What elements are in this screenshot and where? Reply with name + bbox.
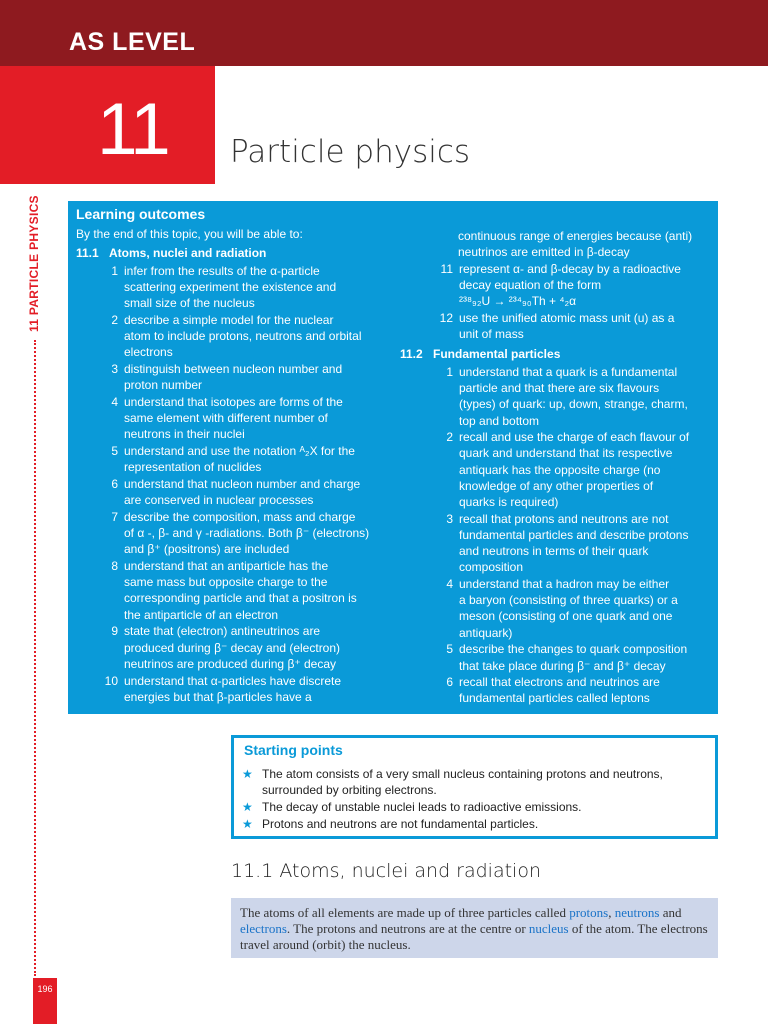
keyword-protons: protons [569, 905, 609, 920]
outcome-text-line: neutrinos are emitted in β-decay [458, 245, 630, 260]
outcome-text-line: neutrinos are produced during β⁺ decay [124, 656, 337, 671]
outcome-number: 7 [111, 510, 118, 524]
outcome-text-line: understand that a quark is a fundamental [459, 365, 678, 379]
outcome-text-line: describe a simple model for the nuclear [124, 313, 334, 328]
outcome-text-line: that take place during β⁻ and β⁺ decay [459, 658, 666, 673]
outcome-text-line: top and bottom [459, 413, 540, 428]
outcome-number: 12 [439, 311, 453, 326]
outcome-text-line: of α -, β- and γ -radiations. Both β⁻ (electrons) [124, 526, 370, 541]
outcome-text-line: unit of mass [459, 327, 524, 342]
outcome-text-line: quark and understand that its respective [459, 446, 673, 461]
outcome-text-line: (types) of quark: up, down, strange, charm, [459, 397, 688, 412]
outcome-text-line: a baryon (consisting of three quarks) or a [459, 593, 678, 608]
definition-box [231, 898, 718, 958]
definition-text: . The protons and neutrons are at the centre or [286, 921, 529, 936]
section-heading-11-1 [76, 246, 266, 260]
outcome-text-line: corresponding particle and that a positron is [124, 591, 357, 606]
outcome-text-line: understand and use the notation ᴬ₂X for the [124, 444, 355, 459]
outcome-text-line: scattering experiment the existence and [124, 280, 337, 295]
outcome-text-line: antiquark has the opposite charge (no [459, 462, 661, 477]
outcome-number: 10 [104, 673, 118, 688]
outcome-text-line: electrons [124, 345, 173, 360]
definition-text: The atoms of all elements are made up of three particles called [240, 905, 570, 920]
section-heading-11-2 [400, 347, 560, 361]
outcome-text-line: knowledge of any other properties of [459, 478, 654, 493]
outcome-text-line: and neutrons in terms of their quark [459, 544, 649, 559]
outcome-text-line: understand that isotopes are forms of the [124, 395, 343, 410]
star-bullet-icon: ★ [242, 767, 253, 781]
starting-point-item [242, 766, 663, 797]
outcome-number: 3 [446, 511, 453, 526]
outcome-number: 5 [111, 444, 118, 459]
starting-point-text-line: Protons and neutrons are not fundamental particles. [262, 817, 539, 831]
outcome-number: 6 [446, 675, 453, 690]
chapter-title: Particle physics [230, 134, 471, 170]
outcome-number: 4 [111, 395, 118, 410]
outcome-text-line: proton number [124, 378, 203, 393]
outcome-text-line: continuous range of energies because (anti) [458, 229, 693, 243]
outcome-text-line: atom to include protons, neutrons and orbital [124, 329, 362, 344]
outcome-text-line: describe the changes to quark composition [459, 642, 688, 657]
outcome-text-line: use the unified atomic mass unit (u) as a [459, 311, 675, 326]
outcome-text-line: recall that protons and neutrons are not [459, 511, 669, 526]
outcome-text-line: understand that α-particles have discrete [124, 673, 342, 688]
section-title: Fundamental particles [433, 347, 561, 361]
starting-point-text-line: surrounded by orbiting electrons. [262, 783, 437, 797]
outcome-text-line: the antiparticle of an electron [124, 607, 279, 622]
starting-point-text-line: The decay of unstable nuclei leads to radioactive emissions. [262, 800, 582, 814]
starting-point-text-line: The atom consists of a very small nucleus containing protons and neutrons, [262, 767, 663, 781]
outcome-text-line: fundamental particles called leptons [459, 691, 650, 706]
level-label: AS LEVEL [69, 28, 196, 56]
outcome-number: 6 [111, 477, 118, 492]
definition-text: , [608, 905, 615, 920]
sidebar-dotted-line [34, 340, 36, 976]
section-heading: 11.1 Atoms, nuclei and radiation [231, 860, 542, 882]
outcome-text-line: and β⁺ (positrons) are included [124, 542, 290, 557]
outcome-number: 9 [111, 624, 118, 639]
outcome-number: 1 [111, 264, 118, 278]
outcome-number: 8 [111, 559, 118, 574]
outcome-number: 2 [446, 430, 453, 445]
keyword-electrons: electrons [240, 921, 287, 936]
starting-point-item [242, 799, 582, 815]
keyword-nucleus: nucleus [528, 921, 569, 936]
outcome-text-line: recall and use the charge of each flavour of [459, 430, 690, 445]
outcome-number: 3 [111, 362, 118, 377]
section-number: 11.2 [400, 347, 423, 361]
outcome-text-line: represent α- and β-decay by a radioactive [459, 262, 681, 276]
outcome-text-line: quarks is required) [459, 495, 559, 510]
outcome-number: 11 [440, 262, 453, 276]
starting-point-item [242, 816, 539, 832]
outcome-text-line: representation of nuclides [124, 460, 262, 475]
outcome-text-line: same element with different number of [124, 411, 328, 426]
outcome-text-line: infer from the results of the α-particle [124, 264, 320, 278]
outcome-number: 1 [446, 365, 453, 379]
outcome-text-line: antiquark) [459, 625, 513, 640]
section-number: 11.1 [76, 246, 99, 260]
outcome-text-line: fundamental particles and describe protons [459, 527, 689, 542]
outcome-text-line: understand that an antiparticle has the [124, 559, 329, 574]
outcome-text-line: understand that nucleon number and charge [124, 477, 361, 492]
keyword-neutrons: neutrons [614, 905, 660, 920]
outcome-text-line: understand that a hadron may be either [459, 577, 670, 592]
learning-outcomes-title: Learning outcomes [76, 206, 206, 222]
outcome-text-line: composition [459, 560, 524, 575]
definition-text: of the atom. The electrons travel around (orbit) the nucleus. [240, 921, 708, 952]
outcome-text-line: distinguish between nucleon number and [124, 362, 343, 377]
star-bullet-icon: ★ [242, 817, 253, 831]
outcome-text-line: neutrons in their nuclei [124, 427, 245, 442]
star-bullet-icon: ★ [242, 800, 253, 814]
outcome-number: 2 [111, 313, 118, 328]
page-number: 196 [33, 978, 57, 1024]
section-title: Atoms, nuclei and radiation [109, 246, 267, 260]
outcome-text-line: same mass but opposite charge to the [124, 575, 328, 590]
learning-outcomes-box [68, 201, 718, 714]
starting-points-title: Starting points [244, 742, 343, 758]
learning-outcomes-intro: By the end of this topic, you will be able to: [76, 227, 303, 241]
outcome-text-line: produced during β⁻ decay and (electron) [124, 640, 341, 655]
sidebar-chapter-label: 11 PARTICLE PHYSICS [27, 195, 41, 332]
outcome-text-line: recall that electrons and neutrinos are [459, 675, 660, 690]
outcome-text-line: state that (electron) antineutrinos are [124, 624, 321, 639]
outcome-text-line: particle and that there are six flavours [459, 381, 660, 396]
outcome-number: 4 [446, 577, 453, 592]
outcome-text-line: ²³⁸₉₂U → ²³⁴₉₀Th + ⁴₂α [459, 294, 577, 309]
outcome-text-line: decay equation of the form [459, 278, 602, 293]
outcome-text-line: meson (consisting of one quark and one [459, 609, 673, 624]
outcome-number: 5 [446, 642, 453, 657]
outcome-text-line: energies but that β-particles have a [124, 689, 312, 704]
outcome-text-line: describe the composition, mass and charge [124, 510, 356, 524]
starting-points-box [231, 735, 718, 839]
outcome-text-line: are conserved in nuclear processes [124, 493, 314, 508]
outcome-text-line: small size of the nucleus [124, 296, 255, 311]
definition-text: and [659, 905, 682, 920]
chapter-number: 11 [97, 89, 169, 170]
